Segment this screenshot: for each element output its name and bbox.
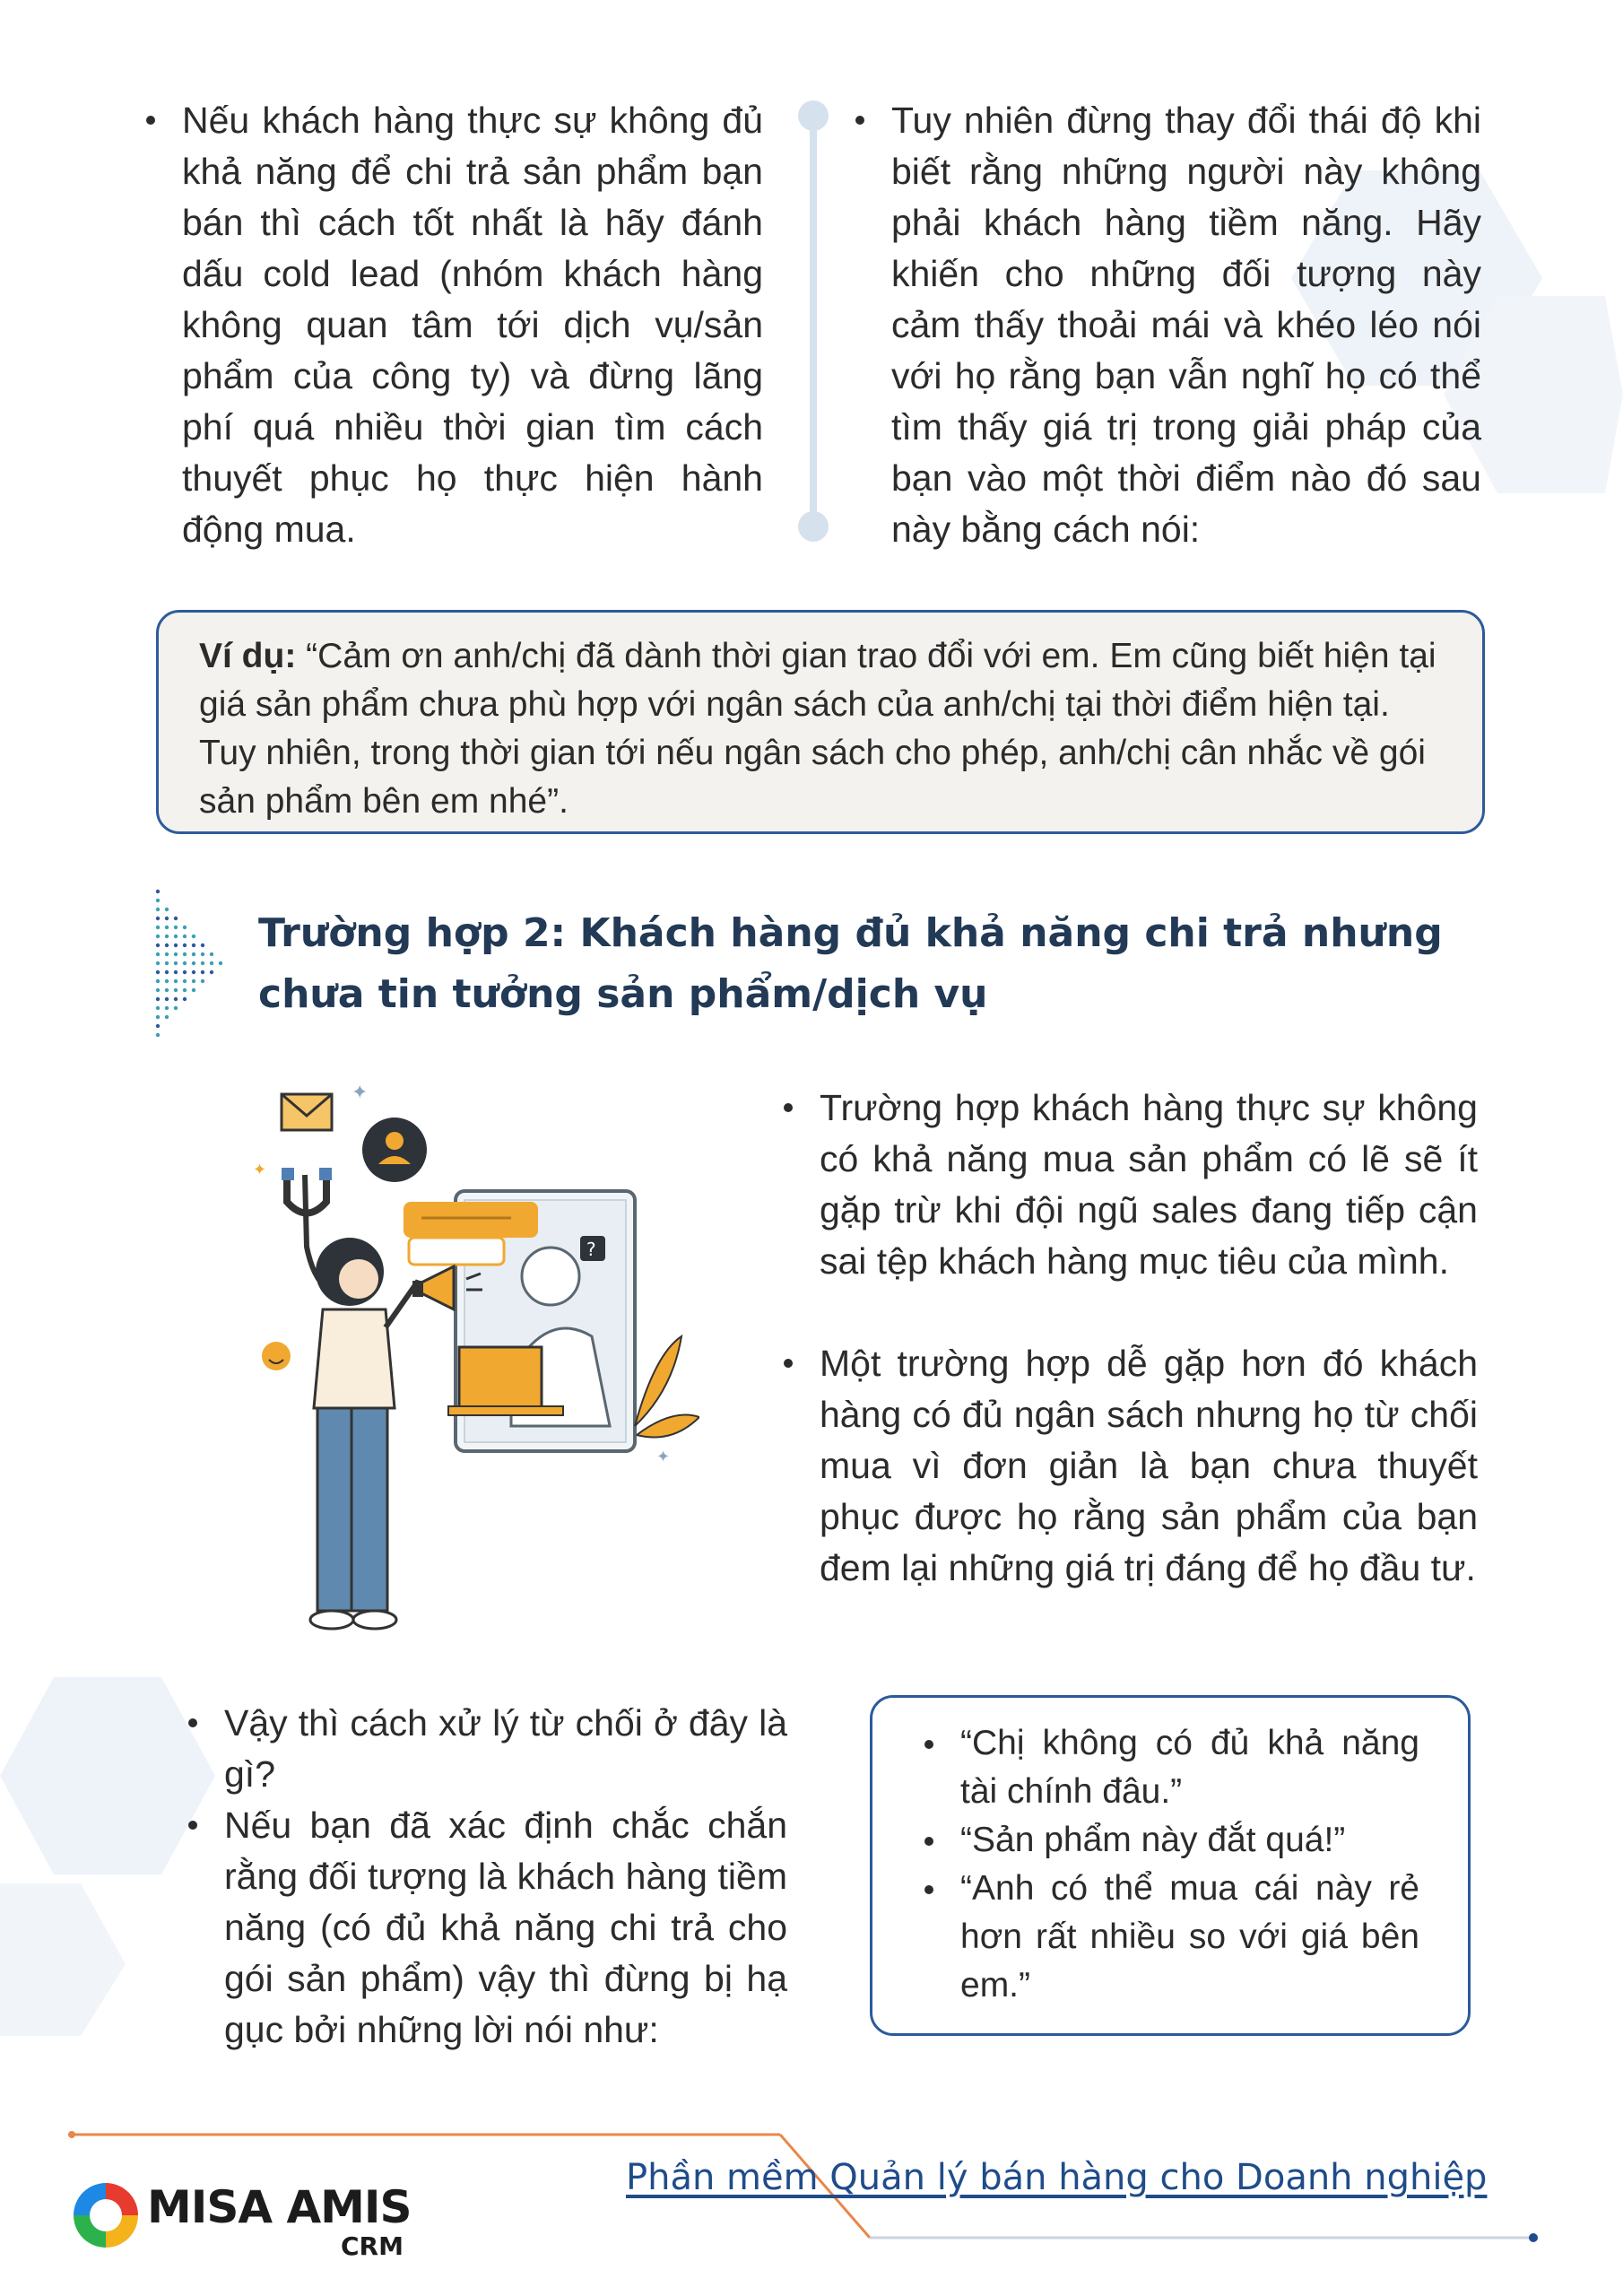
svg-text:✦: ✦ bbox=[352, 1082, 369, 1104]
arrow-dot bbox=[174, 917, 178, 920]
arrow-dot bbox=[174, 926, 178, 929]
arrow-dot bbox=[174, 970, 178, 974]
arrow-dot bbox=[165, 917, 169, 920]
section2-bullets bbox=[820, 1083, 1478, 1594]
arrow-dot bbox=[156, 970, 160, 974]
arrow-dot bbox=[165, 961, 169, 965]
arrow-dot bbox=[165, 1006, 169, 1010]
arrow-dot bbox=[165, 944, 169, 947]
list-item: “Chị không có đủ khả năng tài chính đâu.” bbox=[960, 1719, 1419, 1816]
arrow-dot bbox=[201, 952, 204, 956]
arrow-dot bbox=[165, 908, 169, 911]
arrow-dot bbox=[192, 935, 195, 938]
section-heading: Trường hợp 2: Khách hàng đủ khả năng chi trả nhưng chưa tin tưởng sản phẩm/dịch vụ bbox=[258, 910, 1443, 1017]
arrow-dot bbox=[201, 961, 204, 965]
arrow-dot bbox=[174, 952, 178, 956]
example-label: Ví dụ: bbox=[199, 637, 297, 675]
list-item: Nếu khách hàng thực sự không đủ khả năng để chi trả sản phẩm bạn bán thì cách tốt nhất là hãy đánh dấu cold lead (nhóm khách hàng không quan tâm tới dịch vụ/sản phẩm của công ty) và đừng lãng phí quá nhiều thời gian tìm cách thuyết phục họ thực hiện hành động mua. bbox=[182, 95, 763, 555]
arrow-dot bbox=[210, 952, 213, 956]
arrow-dot bbox=[201, 970, 204, 974]
arrow-dot bbox=[156, 935, 160, 938]
quotes-box bbox=[870, 1695, 1471, 2036]
arrow-dot bbox=[156, 1015, 160, 1019]
arrow-dot bbox=[219, 961, 222, 965]
arrow-dot bbox=[174, 988, 178, 992]
list-item: Tuy nhiên đừng thay đổi thái độ khi biết rằng những người này không phải khách hàng tiềm năng. Hãy khiến cho những đối tượng này cảm thấy thoải mái và khéo léo nói với họ rằng bạn vẫn nghĩ họ có thể tìm thấy giá trị trong giải pháp của bạn vào một thời điểm nào đó sau này bằng cách nói: bbox=[891, 95, 1481, 555]
arrow-dot bbox=[174, 997, 178, 1001]
arrow-dot bbox=[192, 979, 195, 983]
arrow-dot bbox=[174, 935, 178, 938]
arrow-dot bbox=[165, 1015, 169, 1019]
arrow-dot bbox=[183, 988, 187, 992]
footer-link[interactable]: Phần mềm Quản lý bán hàng cho Doanh nghiệp bbox=[626, 2157, 1488, 2198]
arrow-dot bbox=[156, 979, 160, 983]
arrow-dot bbox=[174, 979, 178, 983]
example-text bbox=[199, 632, 1446, 826]
arrow-dot bbox=[174, 1006, 178, 1010]
arrow-dot bbox=[156, 1006, 160, 1010]
logo-text: MISA AMIS bbox=[147, 2181, 412, 2233]
arrow-dot bbox=[156, 944, 160, 947]
arrow-dot bbox=[165, 979, 169, 983]
misa-logo-icon bbox=[70, 2179, 142, 2251]
arrow-dot bbox=[156, 917, 160, 920]
arrow-dot bbox=[183, 961, 187, 965]
example-box bbox=[156, 610, 1485, 834]
arrow-dot bbox=[183, 970, 187, 974]
list-item: “Sản phẩm này đắt quá!” bbox=[960, 1816, 1419, 1865]
dotted-arrow-icon bbox=[154, 888, 235, 1040]
svg-text:✦: ✦ bbox=[656, 1448, 671, 1466]
marketing-illustration bbox=[251, 1067, 699, 1641]
arrow-dot bbox=[156, 952, 160, 956]
top-right-bullets bbox=[891, 95, 1481, 555]
envelope-icon bbox=[282, 1094, 332, 1130]
arrow-dot bbox=[165, 935, 169, 938]
list-item: Một trường hợp dễ gặp hơn đó khách hàng có đủ ngân sách nhưng họ từ chối mua vì đơn giản là bạn chưa thuyết phục được họ rằng sản phẩm của bạn đem lại những giá trị đáng để họ đầu tư. bbox=[820, 1338, 1478, 1594]
arrow-dot bbox=[183, 926, 187, 929]
list-item: Vậy thì cách xử lý từ chối ở đây là gì? bbox=[224, 1698, 787, 1800]
smile-icon bbox=[262, 1342, 291, 1370]
arrow-dot bbox=[201, 979, 204, 983]
arrow-dot bbox=[165, 988, 169, 992]
arrow-dot bbox=[174, 944, 178, 947]
divider-dot-top bbox=[798, 100, 829, 131]
arrow-dot bbox=[156, 961, 160, 965]
arrow-dot bbox=[165, 997, 169, 1001]
svg-text:?: ? bbox=[586, 1239, 596, 1260]
arrow-dot bbox=[174, 961, 178, 965]
arrow-dot bbox=[156, 997, 160, 1001]
arrow-dot bbox=[156, 926, 160, 929]
arrow-dot bbox=[210, 961, 213, 965]
arrow-dot bbox=[192, 970, 195, 974]
divider-dot-bottom bbox=[798, 511, 829, 542]
arrow-dot bbox=[192, 961, 195, 965]
logo-subtext: CRM bbox=[341, 2231, 404, 2261]
arrow-dot bbox=[165, 970, 169, 974]
list-item: “Anh có thể mua cái này rẻ hơn rất nhiều so với giá bên em.” bbox=[960, 1865, 1419, 2010]
arrow-dot bbox=[183, 935, 187, 938]
arrow-dot bbox=[156, 890, 160, 893]
arrow-dot bbox=[183, 997, 187, 1001]
arrow-dot bbox=[156, 1024, 160, 1028]
arrow-dot bbox=[156, 908, 160, 911]
list-item: Trường hợp khách hàng thực sự không có khả năng mua sản phẩm có lẽ sẽ ít gặp trừ khi đội ngũ sales đang tiếp cận sai tệp khách hàng mục tiêu của mình. bbox=[820, 1083, 1478, 1287]
arrow-dot bbox=[156, 899, 160, 902]
svg-text:✦: ✦ bbox=[253, 1161, 267, 1179]
arrow-dot bbox=[192, 988, 195, 992]
arrow-dot bbox=[183, 979, 187, 983]
background-hexagons-bottom bbox=[0, 1677, 233, 2036]
column-divider bbox=[810, 100, 817, 531]
arrow-dot bbox=[210, 970, 213, 974]
arrow-dot bbox=[156, 988, 160, 992]
arrow-dot bbox=[165, 952, 169, 956]
arrow-dot bbox=[201, 944, 204, 947]
top-left-bullets bbox=[182, 95, 763, 555]
quotes-list bbox=[960, 1719, 1419, 2010]
user-avatar-icon bbox=[362, 1118, 427, 1182]
arrow-dot bbox=[165, 926, 169, 929]
arrow-dot bbox=[192, 944, 195, 947]
list-item: Nếu bạn đã xác định chắc chắn rằng đối tượng là khách hàng tiềm năng (có đủ khả năng chi trả cho gói sản phẩm) vậy thì đừng bị hạ gục bởi những lời nói như: bbox=[224, 1800, 787, 2056]
bottom-left-bullets bbox=[224, 1698, 787, 2056]
arrow-dot bbox=[183, 944, 187, 947]
arrow-dot bbox=[192, 952, 195, 956]
arrow-dot bbox=[183, 952, 187, 956]
example-quote: “Cảm ơn anh/chị đã dành thời gian trao đổi với em. Em cũng biết hiện tại giá sản phẩm chưa phù hợp với ngân sách của anh/chị tại thời điểm hiện tại. Tuy nhiên, trong thời gian tới nếu ngân sách cho phép, anh/chị cân nhắc về gói sản phẩm bên em nhé”. bbox=[199, 637, 1436, 821]
arrow-dot bbox=[156, 1033, 160, 1037]
